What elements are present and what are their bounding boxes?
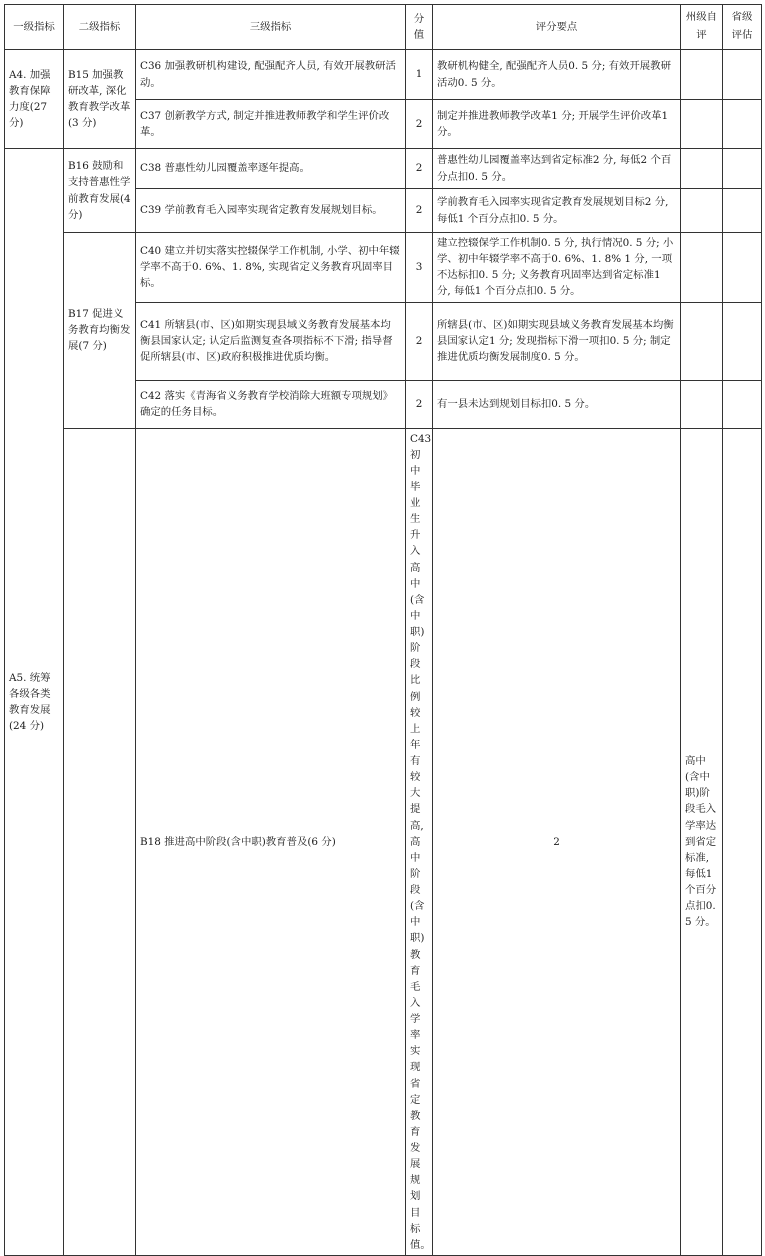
header-level3: 三级指标 — [136, 5, 406, 50]
self-eval-c39 — [681, 189, 723, 233]
score-c40: 3 — [406, 233, 433, 303]
self-eval-c37 — [681, 100, 723, 149]
points-c36: 教研机构健全, 配强配齐人员0. 5 分; 有效开展教研活动0. 5 分。 — [433, 50, 681, 100]
province-eval-c42 — [723, 380, 762, 428]
self-eval-c38 — [681, 149, 723, 189]
province-eval-c41 — [723, 302, 762, 380]
level1-a5: A5. 统筹各级各类教育发展(24 分) — [5, 149, 64, 1256]
score-c41: 2 — [406, 302, 433, 380]
level1-a4: A4. 加强教育保障力度(27 分) — [5, 50, 64, 149]
score-c42: 2 — [406, 380, 433, 428]
level3-c42: C42 落实《青海省义务教育学校消除大班额专项规划》确定的任务目标。 — [136, 380, 406, 428]
table-row — [5, 428, 762, 1255]
level3-c36: C36 加强教研机构建设, 配强配齐人员, 有效开展教研活动。 — [136, 50, 406, 100]
province-eval-c40 — [723, 233, 762, 303]
header-scoring-points: 评分要点 — [433, 5, 681, 50]
level3-c43: C43 初中毕业生升入高中(含中职)阶段比例较上年有较大提高, 高中阶段(含中职)教育毛入学率实现省定教育发展规划目标值。 — [406, 428, 433, 1255]
header-province-eval: 省级评估 — [723, 5, 762, 50]
points-c40: 建立控辍保学工作机制0. 5 分, 执行情况0. 5 分; 小学、初中年辍学率不高于0. 6%、1. 8% 1 分, 一项不达标扣0. 5 分; 义务教育巩固率达到省定标准1 分, 每低1 个百分点扣0. 5 分。 — [433, 233, 681, 303]
table-row — [5, 233, 762, 303]
points-c41: 所辖县(市、区)如期实现县域义务教育发展基本均衡县国家认定1 分; 发现指标下滑一项扣0. 5 分; 制定推进优质均衡发展制度0. 5 分。 — [433, 302, 681, 380]
level3-c38: C38 普惠性幼儿园覆盖率逐年提高。 — [136, 149, 406, 189]
province-eval-c38 — [723, 149, 762, 189]
header-score: 分值 — [406, 5, 433, 50]
score-c38: 2 — [406, 149, 433, 189]
score-c37: 2 — [406, 100, 433, 149]
self-eval-c42 — [681, 380, 723, 428]
header-prefecture-self-eval: 州级自评 — [681, 5, 723, 50]
level3-c39: C39 学前教育毛入园率实现省定教育发展规划目标。 — [136, 189, 406, 233]
province-eval-c36 — [723, 50, 762, 100]
self-eval-c43 — [723, 428, 762, 1255]
level2-b16: B16 鼓励和支持普惠性学前教育发展(4 分) — [64, 149, 136, 233]
level3-c37: C37 创新教学方式, 制定并推进教师教学和学生评价改革。 — [136, 100, 406, 149]
points-c38: 普惠性幼儿园覆盖率达到省定标准2 分, 每低2 个百分点扣0. 5 分。 — [433, 149, 681, 189]
header-level2: 二级指标 — [64, 5, 136, 50]
self-eval-c41 — [681, 302, 723, 380]
evaluation-table — [4, 4, 762, 1256]
header-row — [5, 5, 762, 50]
level2-b18: B18 推进高中阶段(含中职)教育普及(6 分) — [136, 428, 406, 1255]
level2-b15: B15 加强教研改革, 深化教育教学改革(3 分) — [64, 50, 136, 149]
score-c39: 2 — [406, 189, 433, 233]
level1-a5-continued — [64, 428, 136, 1255]
score-c36: 1 — [406, 50, 433, 100]
score-c43: 2 — [433, 428, 681, 1255]
points-c43: 高中(含中职)阶段毛入学率达到省定标准, 每低1 个百分点扣0. 5 分。 — [681, 428, 723, 1255]
points-c37: 制定并推进教师教学改革1 分; 开展学生评价改革1 分。 — [433, 100, 681, 149]
province-eval-c37 — [723, 100, 762, 149]
table-row — [5, 149, 762, 189]
province-eval-c39 — [723, 189, 762, 233]
header-level1: 一级指标 — [5, 5, 64, 50]
level2-b17: B17 促进义务教育均衡发展(7 分) — [64, 233, 136, 429]
table-row — [5, 50, 762, 100]
self-eval-c36 — [681, 50, 723, 100]
level3-c40: C40 建立并切实落实控辍保学工作机制, 小学、初中年辍学率不高于0. 6%、1. 8%, 实现省定义务教育巩固率目标。 — [136, 233, 406, 303]
level3-c41: C41 所辖县(市、区)如期实现县域义务教育发展基本均衡县国家认定; 认定后监测复查各项指标不下滑; 指导督促所辖县(市、区)政府积极推进优质均衡。 — [136, 302, 406, 380]
points-c39: 学前教育毛入园率实现省定教育发展规划目标2 分, 每低1 个百分点扣0. 5 分。 — [433, 189, 681, 233]
points-c42: 有一县未达到规划目标扣0. 5 分。 — [433, 380, 681, 428]
self-eval-c40 — [681, 233, 723, 303]
